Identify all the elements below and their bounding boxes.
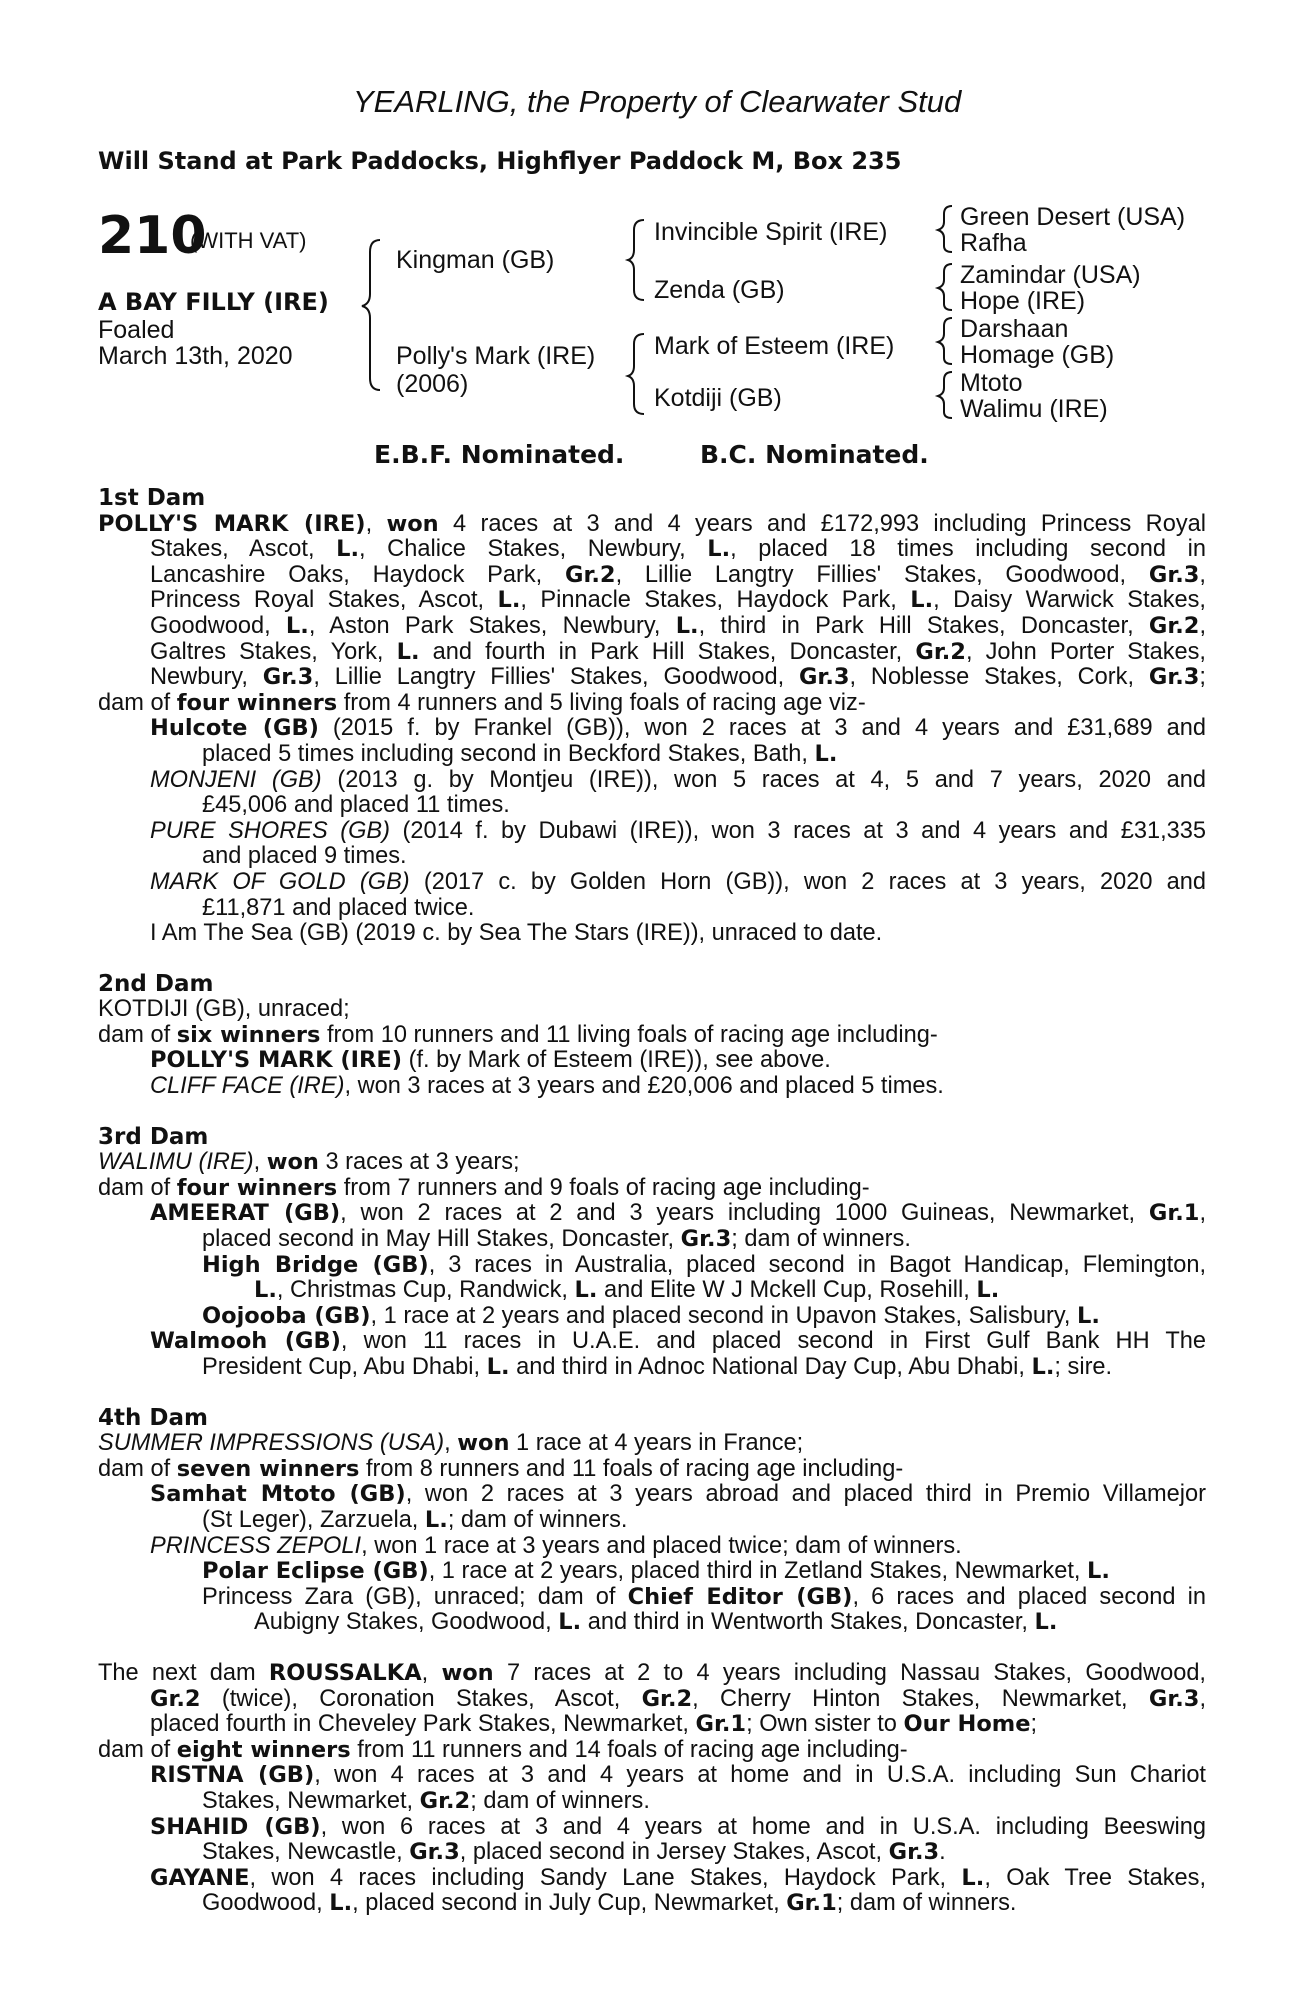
dam-name: Polly's Mark (IRE) [396, 342, 596, 370]
g3-3: Zamindar (USA) [960, 261, 1141, 289]
next-dam-line-2: Gr.2 (twice), Coronation Stakes, Ascot, Gr.2, Cherry Hinton Stakes, Newmarket, Gr.3, [150, 1685, 1207, 1712]
pedigree-body [98, 486, 1206, 1917]
third-dam-heading: 3rd Dam [98, 1123, 209, 1150]
third-dam-line-1: WALIMU (IRE), won 3 races at 3 years; [98, 1149, 520, 1176]
fourth-dam-line-3: Samhat Mtoto (GB), won 2 races at 3 years abroad and placed third in Premio Villamejor [150, 1481, 1206, 1508]
g3-6: Homage (GB) [960, 341, 1115, 369]
fourth-dam-line-6: Polar Eclipse (GB), 1 race at 2 years, placed third in Zetland Stakes, Newmarket, L. [202, 1558, 1110, 1585]
g3-1: Green Desert (USA) [960, 203, 1186, 231]
granddam-sire: Zenda (GB) [654, 276, 785, 304]
third-dam-line-4: placed second in May Hill Stakes, Doncaster, Gr.3; dam of winners. [202, 1226, 911, 1253]
first-dam-line-4: Princess Royal Stakes, Ascot, L., Pinnacle Stakes, Haydock Park, L., Daisy Warwick Stakes, [150, 587, 1206, 614]
first-dam-line-10: placed 5 times including second in Beckford Stakes, Bath, L. [202, 740, 838, 767]
first-dam-line-13: PURE SHORES (GB) (2014 f. by Dubawi (IRE)), won 3 races at 3 and 4 years and £31,335 [150, 817, 1206, 844]
second-dam-heading: 2nd Dam [98, 970, 214, 997]
grandsire-dam: Mark of Esteem (IRE) [654, 332, 895, 360]
first-dam-line-3: Lancashire Oaks, Haydock Park, Gr.2, Lillie Langtry Fillies' Stakes, Goodwood, Gr.3, [150, 561, 1206, 588]
vat-note: (WITH VAT) [190, 228, 307, 253]
first-dam-line-5: Goodwood, L., Aston Park Stakes, Newbury, L., third in Park Hill Stakes, Doncaster, Gr.2, [150, 612, 1206, 639]
third-dam-line-9: President Cup, Abu Dhabi, L. and third in Adnoc National Day Cup, Abu Dhabi, L.; sire. [202, 1354, 1113, 1380]
g3-2: Rafha [960, 229, 1027, 257]
next-dam-line-1: The next dam ROUSSALKA, won 7 races at 2 to 4 years including Nassau Stakes, Goodwood, [98, 1659, 1206, 1686]
first-dam-line-12: £45,006 and placed 11 times. [202, 792, 510, 819]
stand-location: Will Stand at Park Paddocks, Highflyer Paddock M, Box 235 [98, 147, 902, 175]
g3-5: Darshaan [960, 315, 1069, 343]
second-dam-line-4: CLIFF FACE (IRE), won 3 races at 3 years and £20,006 and placed 5 times. [150, 1073, 944, 1100]
second-dam-line-3: POLLY'S MARK (IRE) (f. by Mark of Esteem (IRE)), see above. [150, 1047, 831, 1074]
first-dam-line-1: POLLY'S MARK (IRE), won 4 races at 3 and 4 years and £172,993 including Princess Royal [98, 510, 1206, 537]
bc-nomination: B.C. Nominated. [700, 440, 929, 469]
foaled-date: March 13th, 2020 [98, 342, 293, 370]
horse-name: A BAY FILLY (IRE) [98, 288, 329, 316]
fourth-dam-heading: 4th Dam [98, 1404, 208, 1431]
dam-bracket [628, 334, 644, 414]
sire-name: Kingman (GB) [396, 246, 555, 274]
g3-4: Hope (IRE) [960, 287, 1086, 315]
fourth-dam-line-7: Princess Zara (GB), unraced; dam of Chief Editor (GB), 6 races and placed second in [202, 1583, 1207, 1610]
next-dam-line-4: dam of eight winners from 11 runners and 14 foals of racing age including- [98, 1736, 908, 1763]
bracket-g3-1 [938, 206, 952, 252]
fourth-dam-line-8: Aubigny Stakes, Goodwood, L. and third in Wentworth Stakes, Doncaster, L. [254, 1609, 1058, 1636]
foaled-label: Foaled [98, 316, 175, 344]
first-dam-line-14: and placed 9 times. [202, 843, 407, 870]
next-dam-line-9: GAYANE, won 4 races including Sandy Lane Stakes, Haydock Park, L., Oak Tree Stakes, [150, 1864, 1206, 1891]
first-dam-line-9: Hulcote (GB) (2015 f. by Frankel (GB)), won 2 races at 3 and 4 years and £31,689 and [150, 715, 1206, 742]
second-dam-line-1: KOTDIJI (GB), unraced; [98, 996, 350, 1023]
next-dam-line-10: Goodwood, L., placed second in July Cup, Newmarket, Gr.1; dam of winners. [202, 1890, 1017, 1917]
third-dam-line-6: L., Christmas Cup, Randwick, L. and Elite W J Mckell Cup, Rosehill, L. [254, 1277, 1000, 1304]
ebf-nomination: E.B.F. Nominated. [374, 440, 625, 469]
fourth-dam-line-2: dam of seven winners from 8 runners and 11 foals of racing age including- [98, 1455, 904, 1482]
granddam-dam: Kotdiji (GB) [654, 384, 782, 412]
first-dam-line-11: MONJENI (GB) (2013 g. by Montjeu (IRE)), won 5 races at 4, 5 and 7 years, 2020 and [150, 766, 1206, 793]
bracket-g3-2 [938, 264, 952, 310]
page-title: YEARLING, the Property of Clearwater Stud [353, 84, 962, 119]
first-dam-line-6: Galtres Stakes, York, L. and fourth in Park Hill Stakes, Doncaster, Gr.2, John Porter Stakes, [150, 638, 1206, 665]
next-dam-line-6: Stakes, Newmarket, Gr.2; dam of winners. [202, 1787, 650, 1814]
fourth-dam-line-4: (St Leger), Zarzuela, L.; dam of winners. [202, 1506, 628, 1533]
third-dam-line-7: Oojooba (GB), 1 race at 2 years and placed second in Upavon Stakes, Salisbury, L. [202, 1302, 1100, 1329]
lot-number: 210 [98, 206, 207, 266]
first-dam-line-8: dam of four winners from 4 runners and 5 living foals of racing age viz- [98, 689, 866, 716]
first-dam-line-15: MARK OF GOLD (GB) (2017 c. by Golden Horn (GB)), won 2 races at 3 years, 2020 and [150, 868, 1206, 895]
first-dam-line-2: Stakes, Ascot, L., Chalice Stakes, Newbury, L., placed 18 times including second in [150, 536, 1206, 563]
first-dam-line-7: Newbury, Gr.3, Lillie Langtry Fillies' Stakes, Goodwood, Gr.3, Noblesse Stakes, Cork, Gr.3; [150, 664, 1206, 691]
first-dam-line-17: I Am The Sea (GB) (2019 c. by Sea The Stars (IRE)), unraced to date. [150, 920, 883, 947]
third-dam-line-2: dam of four winners from 7 runners and 9 foals of racing age including- [98, 1174, 870, 1201]
fourth-dam-line-5: PRINCESS ZEPOLI, won 1 race at 3 years and placed twice; dam of winners. [150, 1532, 962, 1559]
bracket-g3-4 [938, 372, 952, 418]
next-dam-line-3: placed fourth in Cheveley Park Stakes, Newmarket, Gr.1; Own sister to Our Home; [150, 1711, 1038, 1738]
main-bracket [362, 240, 380, 390]
third-dam-line-3: AMEERAT (GB), won 2 races at 2 and 3 years including 1000 Guineas, Newmarket, Gr.1, [150, 1200, 1206, 1227]
first-dam-line-16: £11,871 and placed twice. [202, 894, 475, 921]
next-dam-line-5: RISTNA (GB), won 4 races at 3 and 4 years at home and in U.S.A. including Sun Chariot [150, 1762, 1206, 1789]
third-dam-line-8: Walmooh (GB), won 11 races in U.A.E. and placed second in First Gulf Bank HH The [150, 1328, 1207, 1355]
next-dam-line-8: Stakes, Newcastle, Gr.3, placed second in Jersey Stakes, Ascot, Gr.3. [202, 1839, 946, 1866]
fourth-dam-line-1: SUMMER IMPRESSIONS (USA), won 1 race at 4 years in France; [98, 1430, 804, 1457]
bracket-g3-3 [938, 318, 952, 364]
second-dam-line-2: dam of six winners from 10 runners and 11 living foals of racing age including- [98, 1021, 938, 1048]
dam-year: (2006) [396, 370, 469, 398]
g3-8: Walimu (IRE) [960, 395, 1108, 423]
grandsire-sire: Invincible Spirit (IRE) [654, 218, 888, 246]
third-dam-line-5: High Bridge (GB), 3 races in Australia, placed second in Bagot Handicap, Flemington, [202, 1251, 1207, 1278]
sire-bracket [628, 220, 644, 300]
first-dam-heading: 1st Dam [98, 485, 206, 511]
next-dam-line-7: SHAHID (GB), won 6 races at 3 and 4 years at home and in U.S.A. including Beeswing [150, 1813, 1206, 1840]
g3-7: Mtoto [960, 369, 1023, 397]
